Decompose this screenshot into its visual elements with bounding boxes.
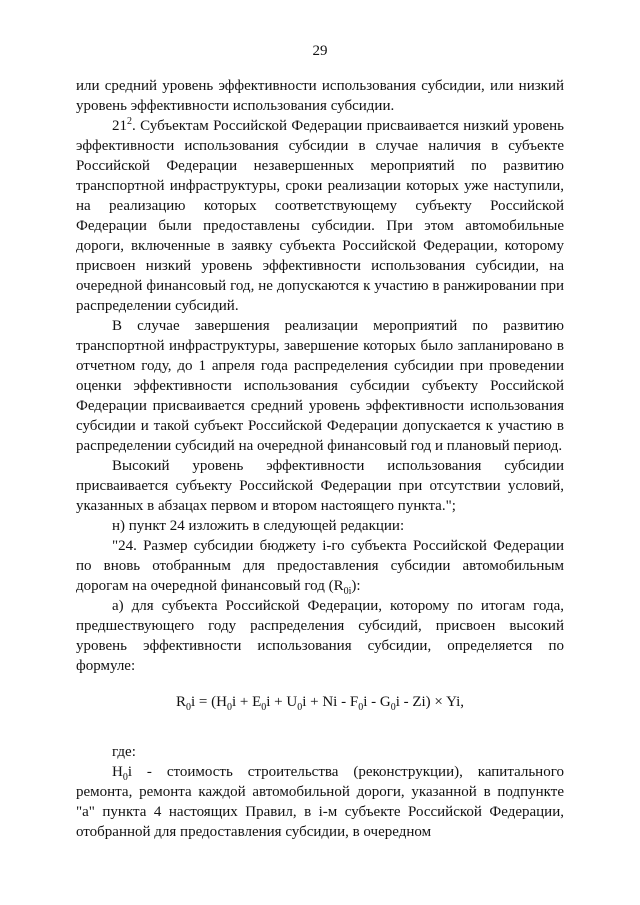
paragraph-5: н) пункт 24 изложить в следующей редакции:: [112, 518, 405, 534]
paragraph-6: "24. Размер субсидии бюджету i-го субъекта Российской Федерации по вновь отобранным для предоставления субсидии автомобильным дорогам на очередной финансовый год $(R_{0i})$:: [76, 538, 564, 597]
paragraph-2: $21^2$. Субъектам Российской Федерации присваивается низкий уровень эффективности использования субсидии в случае наличия в субъекте Российской Федерации незавершенных мероприятий по развитию транспортной инфраструктуры, сроки реализации которых уже наступили, на реализацию которых соответствующему субъекту Российской Федерации были предоставлены субсидии. При этом автомобильные дороги, включенные в заявку субъекта Российской Федерации, которому присвоен низкий уровень эффективности использования субсидии, на очередной финансовый год, не допускаются к участию в ранжировании при распределении субсидий.: [76, 116, 564, 314]
paragraph-9: $H_0i$ - стоимость строительства (реконструкции), капитального ремонта, ремонта каждой автомобильной дороги, указанной в подпункте "а" пункта 4 настоящих Правил, в i-м субъекте Российской Федерации, отобранной для предоставления субсидии, в очередном: [76, 764, 564, 840]
paragraph-3: В случае завершения реализации мероприятий по развитию транспортной инфраструктуры, завершение которых было запланировано в отчетном году, до 1 апреля года распределения субсидии при проведении оценки эффективности использования субсидии субъекту Российской Федерации присваивается средний уровень эффективности использования субсидии и такой субъект Российской Федерации допускается к участию в распределении субсидий на очередной финансовый год и плановый период.: [76, 318, 564, 454]
paragraph-7: а) для субъекта Российской Федерации, которому по итогам года, предшествующего году распределения субсидий, присвоен высокий уровень эффективности использования субсидии, определяется по формуле:: [76, 598, 564, 674]
paragraph-8: где:: [112, 744, 136, 760]
paragraph-4: Высокий уровень эффективности использования субсидии присваивается субъекту Российской Федерации при отсутствии условий, указанных в абзацах первом и втором настоящего пункта.";: [76, 458, 564, 514]
paragraph-1: или средний уровень эффективности использования субсидии, или низкий уровень эффективности использования субсидии.: [76, 78, 564, 114]
clause-number: 21: [112, 118, 127, 134]
clause-number-superscript: 2: [127, 116, 132, 127]
page-number: 29: [312, 43, 328, 59]
formula: $R_0i = (H_0i + E_0i + U_0i + Ni - F_0i - G_0i - Zi) \times Yi$,: [175, 694, 465, 713]
document-body: [76, 76, 564, 842]
